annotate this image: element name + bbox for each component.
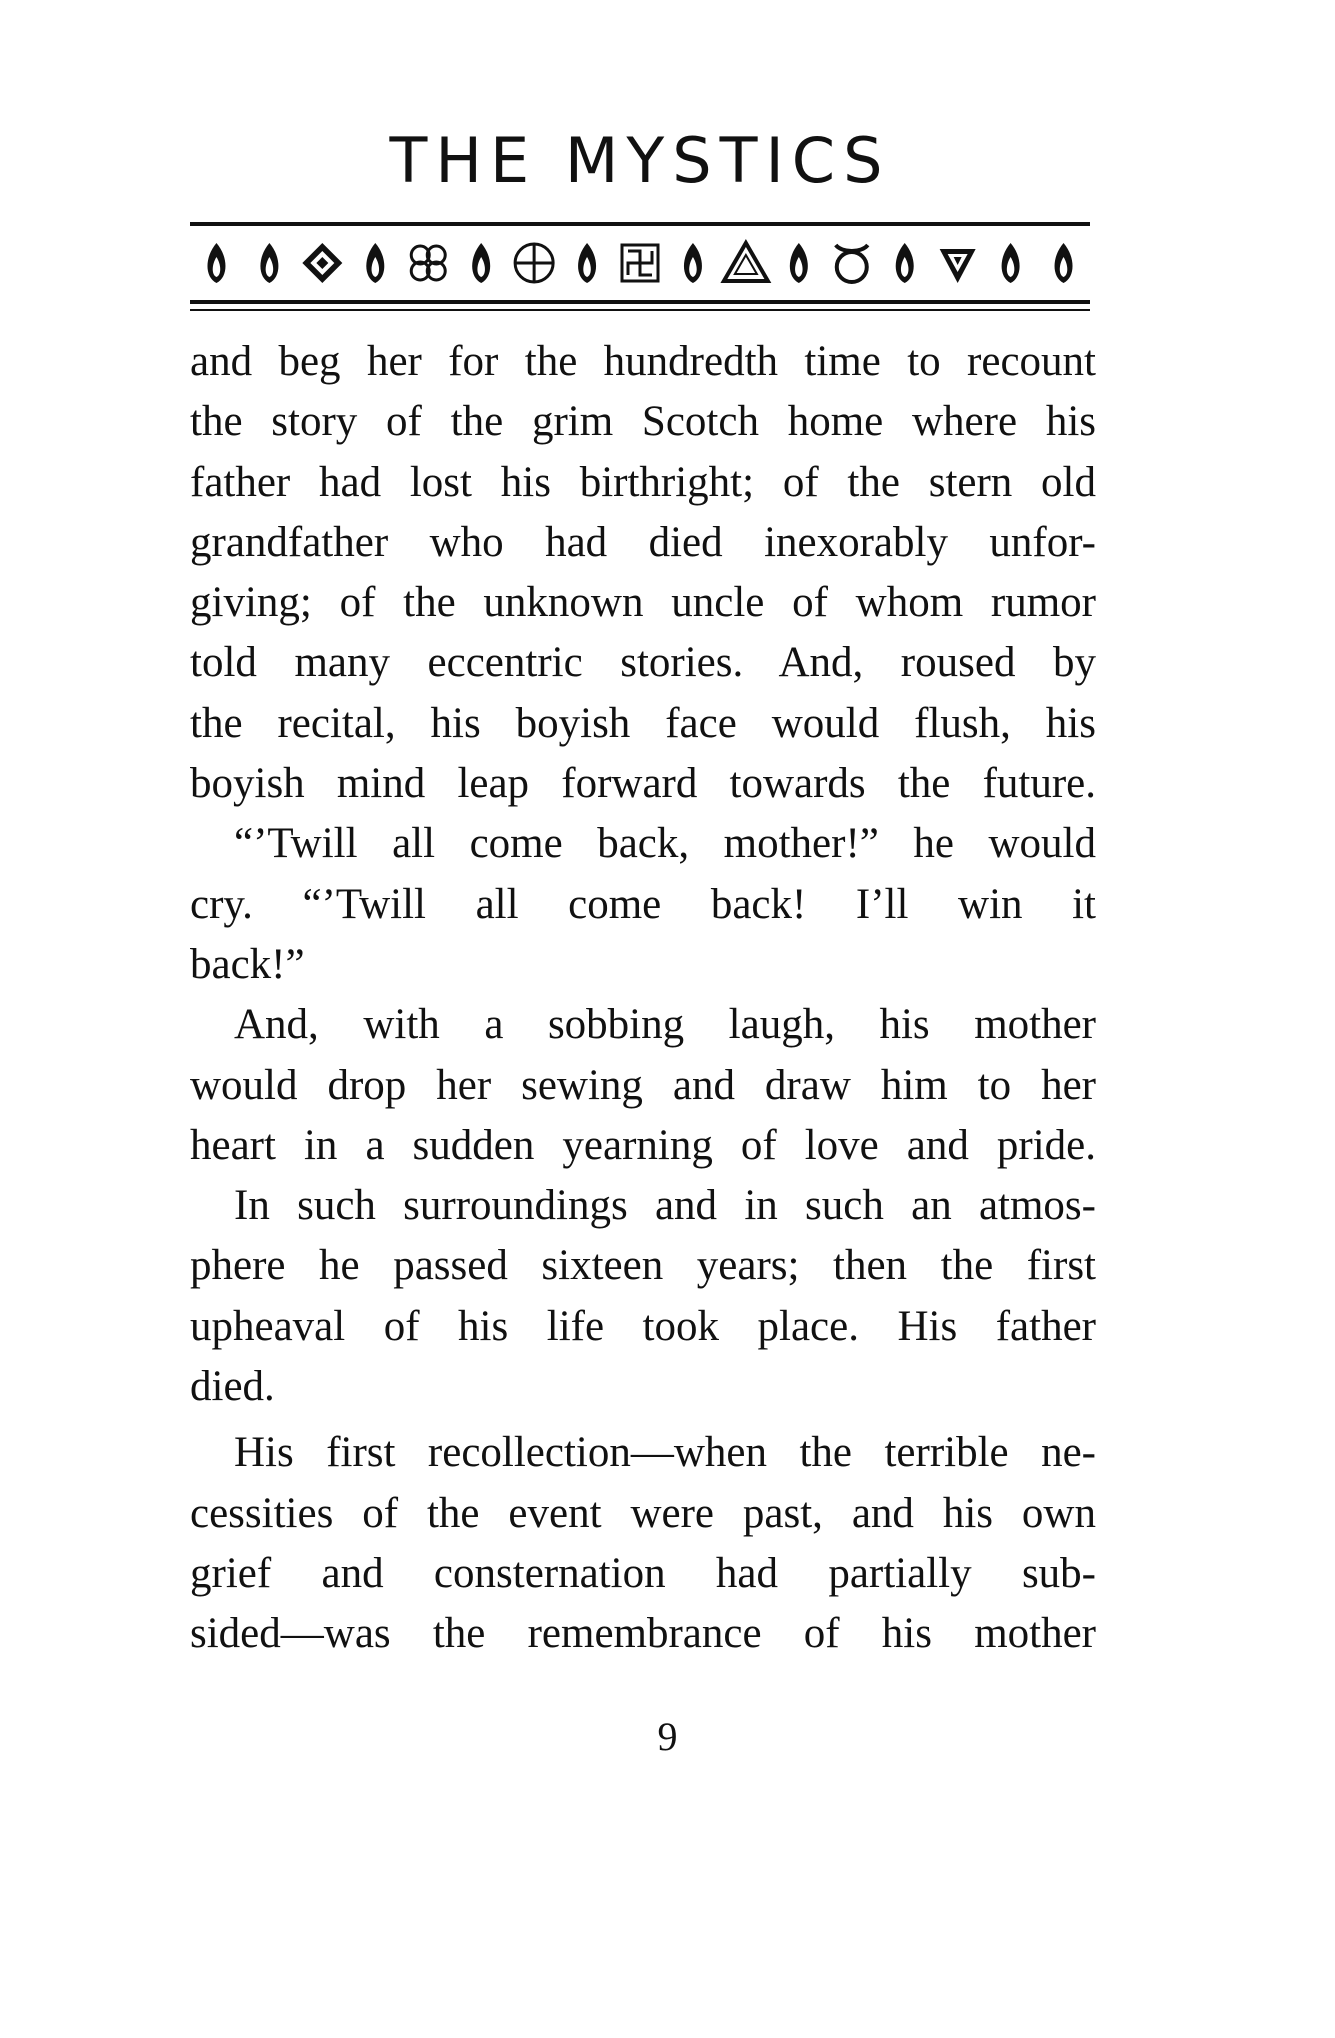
paragraph — [190, 1423, 1096, 1664]
flame-icon — [1002, 243, 1020, 283]
header-rule-top — [190, 222, 1090, 226]
header-rule-bottom — [190, 300, 1090, 304]
text-line: “’Twill all come back, mother!” he would — [234, 820, 1096, 868]
text-line: father had lost his birthright; of the stern old — [190, 458, 1096, 506]
flame-icon — [366, 243, 384, 283]
flame-icon — [1055, 243, 1073, 283]
flame-icon — [790, 243, 808, 283]
flame-icon — [684, 243, 702, 283]
text-line: cry. “’Twill all come back! I’ll win it — [190, 880, 1096, 928]
text-line: And, with a sobbing laugh, his mother — [234, 1001, 1096, 1049]
text-line: phere he passed sixteen years; then the first — [190, 1242, 1096, 1290]
text-line: His first recollection—when the terrible ne- — [234, 1429, 1096, 1477]
knot-icon — [411, 246, 445, 280]
text-line: told many eccentric stories. And, roused by — [190, 639, 1096, 687]
text-line: grief and consternation had partially sub- — [190, 1549, 1096, 1597]
text-line: grandfather who had died inexorably unfor- — [190, 518, 1096, 566]
flame-icon — [260, 243, 278, 283]
text-line: heart in a sudden yearning of love and pride. — [190, 1121, 1096, 1169]
text-line: back!” — [190, 940, 305, 988]
flame-icon — [207, 243, 225, 283]
text-line: upheaval of his life took place. His father — [190, 1302, 1096, 1350]
text-line: the recital, his boyish face would flush, his — [190, 699, 1096, 747]
paragraph — [190, 332, 1096, 814]
running-title: THE MYSTICS — [389, 124, 891, 197]
text-line: cessities of the event were past, and his own — [190, 1489, 1096, 1537]
taurus-icon — [836, 245, 868, 282]
page-number: 9 — [657, 1714, 678, 1759]
flame-icon — [472, 243, 490, 283]
text-line: In such surroundings and in such an atmos- — [234, 1182, 1096, 1230]
flame-icon — [578, 243, 596, 283]
swastika-icon — [622, 245, 658, 281]
paragraph — [190, 995, 1096, 1176]
text-line: the story of the grim Scotch home where his — [190, 398, 1096, 446]
cross-circle-icon — [515, 244, 553, 282]
ornament-band — [190, 230, 1090, 296]
text-line: and beg her for the hundredth time to recount — [190, 338, 1096, 385]
diamond-icon — [302, 243, 342, 283]
text-line: giving; of the unknown uncle of whom rumor — [190, 579, 1096, 627]
paragraph — [190, 814, 1096, 995]
text-line: sided—was the remembrance of his mother — [190, 1610, 1096, 1658]
text-line: died. — [190, 1363, 275, 1411]
gem-icon — [940, 249, 976, 283]
body-text — [190, 332, 1096, 1665]
paragraph — [190, 1176, 1096, 1417]
header-rule-bottom-thin — [190, 309, 1090, 311]
flame-icon — [896, 243, 914, 283]
text-line: would drop her sewing and draw him to her — [190, 1061, 1096, 1109]
triangle-icon — [724, 243, 768, 281]
text-line: boyish mind leap forward towards the future. — [190, 760, 1096, 808]
